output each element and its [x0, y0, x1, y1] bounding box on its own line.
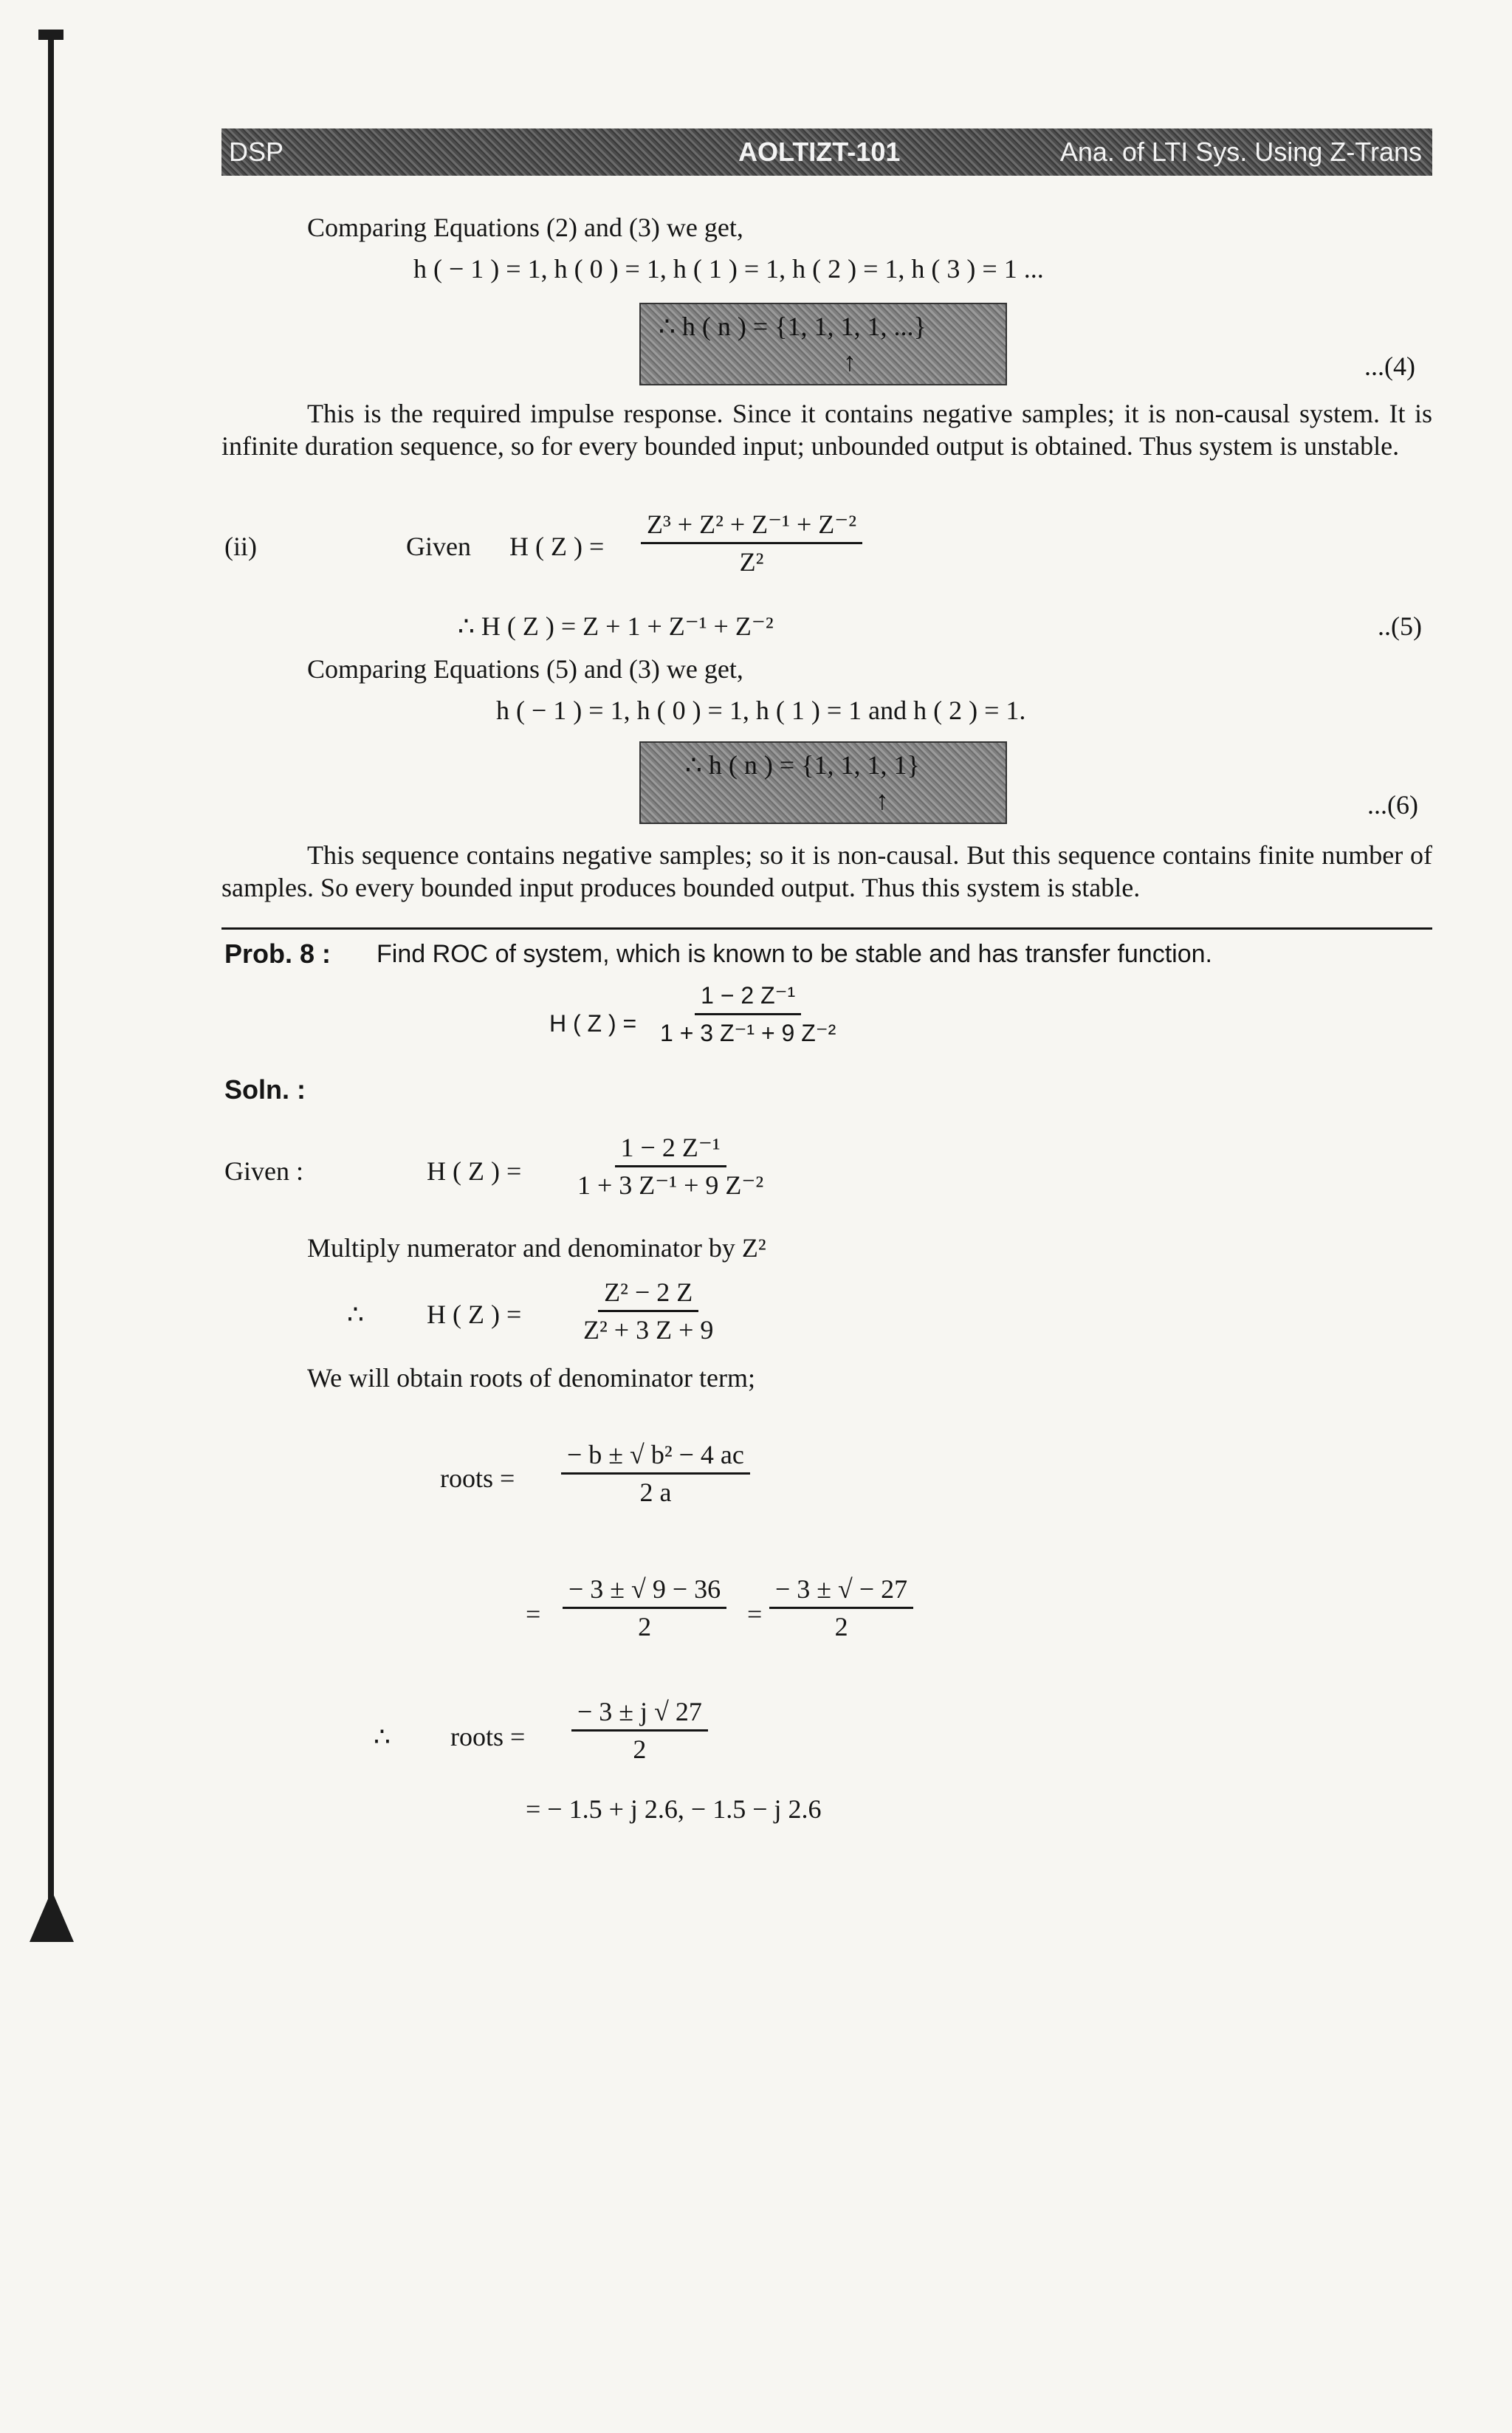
solution-hz-lhs-2: H ( Z ) = — [427, 1300, 522, 1329]
origin-arrow-4: ↑ — [843, 347, 856, 377]
given-label-ii: Given — [406, 532, 471, 561]
step-denominator-1: 2 — [638, 1612, 652, 1641]
roots-label-2: roots = — [450, 1722, 526, 1751]
boxed-impulse-response-6: ∴ h ( n ) = {1, 1, 1, 1} — [685, 750, 920, 780]
h-values-line-1: h ( − 1 ) = 1, h ( 0 ) = 1, h ( 1 ) = 1, h ( 2 ) = 1, h ( 3 ) = 1 ... — [413, 254, 1044, 284]
problem-statement: Find ROC of system, which is known to be stable and has transfer function. — [377, 940, 1212, 968]
compare-equations-2-3: Comparing Equations (2) and (3) we get, — [307, 213, 743, 242]
solution-denominator-2: Z² + 3 Z + 9 — [583, 1315, 714, 1345]
step-denominator-2: 2 — [834, 1612, 848, 1641]
complex-roots-fraction — [571, 1695, 708, 1765]
hz-expanded-line: ∴ H ( Z ) = Z + 1 + Z⁻¹ + Z⁻² — [458, 611, 774, 641]
step-fraction-1 — [563, 1573, 726, 1643]
solution-given-label: Given : — [224, 1156, 303, 1186]
solution-fraction-2 — [577, 1276, 719, 1346]
quadratic-denominator: 2 a — [639, 1478, 672, 1507]
page-binding-line — [48, 30, 54, 1927]
page-binding-foot — [30, 1890, 74, 1942]
result-box-6 — [639, 741, 1007, 824]
problem-fraction — [654, 979, 842, 1049]
origin-arrow-6: ↑ — [876, 786, 889, 815]
solution-fraction-1 — [571, 1131, 769, 1201]
equals-sign-step: = — [526, 1599, 541, 1629]
solution-hz-lhs-1: H ( Z ) = — [427, 1156, 522, 1186]
complex-roots-denominator: 2 — [633, 1734, 647, 1764]
equation-tag-4: ...(4) — [1364, 351, 1415, 381]
problem-numerator: 1 − 2 Z⁻¹ — [695, 979, 801, 1015]
final-roots-values: = − 1.5 + j 2.6, − 1.5 − j 2.6 — [526, 1794, 822, 1824]
paragraph-unstable-conclusion: This is the required impulse response. Since it contains negative samples; it is non-causal system. It is infinite duration sequence, so for every bounded input; unbounded output is obtained. Thus system is unstable. — [221, 399, 1432, 461]
problem-denominator: 1 + 3 Z⁻¹ + 9 Z⁻² — [660, 1020, 836, 1046]
solution-denominator-1: 1 + 3 Z⁻¹ + 9 Z⁻² — [577, 1170, 764, 1200]
equation-tag-6: ...(6) — [1367, 790, 1418, 820]
roots-intro: We will obtain roots of denominator term; — [307, 1363, 755, 1393]
quadratic-numerator: − b ± √ b² − 4 ac — [561, 1438, 750, 1475]
part-ii-label: (ii) — [224, 532, 257, 561]
fraction-hz-ii — [641, 508, 862, 578]
h-values-line-2: h ( − 1 ) = 1, h ( 0 ) = 1, h ( 1 ) = 1 and h ( 2 ) = 1. — [496, 696, 1026, 725]
quadratic-formula — [561, 1438, 750, 1509]
therefore-symbol-1: ∴ — [347, 1300, 364, 1329]
solution-numerator-2: Z² − 2 Z — [598, 1276, 698, 1312]
fraction-numerator-ii: Z³ + Z² + Z⁻¹ + Z⁻² — [641, 508, 862, 544]
boxed-impulse-response-4: ∴ h ( n ) = {1, 1, 1, 1, ...} — [659, 312, 927, 341]
step-fraction-2 — [769, 1573, 913, 1643]
page-binding-cap — [38, 30, 63, 40]
roots-label-1: roots = — [440, 1463, 515, 1493]
hz-lhs-ii: H ( Z ) = — [509, 532, 605, 561]
paragraph-stable-conclusion: This sequence contains negative samples; so it is non-causal. But this sequence contains finite number of samples. So every bounded input produces bounded output. Thus this system is stable. — [221, 840, 1432, 902]
header-center: AOLTIZT-101 — [738, 137, 901, 167]
step-numerator-1: − 3 ± √ 9 − 36 — [563, 1573, 726, 1609]
compare-equations-5-3: Comparing Equations (5) and (3) we get, — [307, 654, 743, 684]
header-right: Ana. of LTI Sys. Using Z-Trans — [1059, 137, 1422, 167]
page-header — [221, 128, 1432, 176]
problem-label: Prob. 8 : — [224, 938, 331, 969]
equation-tag-5: ..(5) — [1378, 611, 1422, 641]
solution-label: Soln. : — [224, 1074, 306, 1105]
section-divider — [221, 927, 1432, 930]
solution-numerator-1: 1 − 2 Z⁻¹ — [615, 1131, 726, 1167]
therefore-symbol-2: ∴ — [374, 1722, 391, 1751]
multiply-instruction: Multiply numerator and denominator by Z² — [307, 1233, 766, 1263]
header-left: DSP — [229, 137, 284, 167]
complex-roots-numerator: − 3 ± j √ 27 — [571, 1695, 708, 1732]
fraction-denominator-ii: Z² — [739, 547, 764, 577]
step-numerator-2: − 3 ± √ − 27 — [769, 1573, 913, 1609]
problem-hz-lhs: H ( Z ) = — [549, 1010, 637, 1037]
result-box-4 — [639, 303, 1007, 385]
equals-sign-step-2: = — [747, 1599, 763, 1629]
